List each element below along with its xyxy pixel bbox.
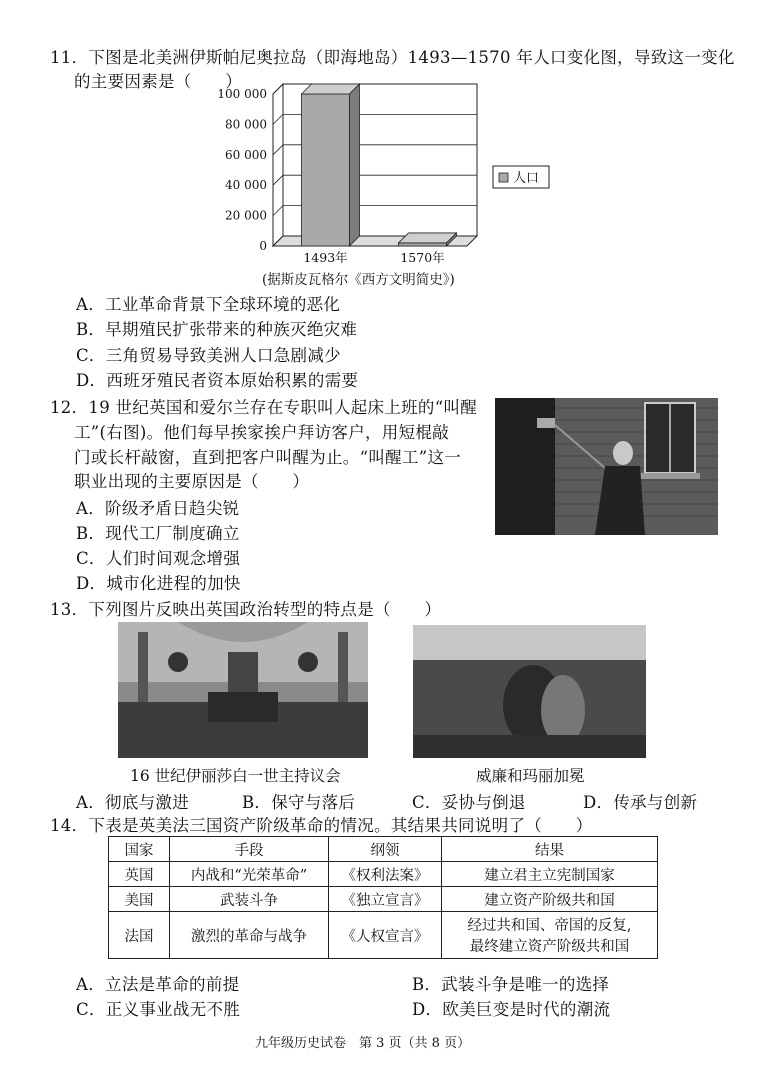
cell-result-line1: 经过共和国、帝国的反复,: [467, 918, 632, 934]
bar-side: [350, 84, 360, 246]
q14-option-d[interactable]: D．欧美巨变是时代的潮流: [412, 1000, 611, 1019]
header-program: 纲领: [329, 837, 442, 862]
q11-option-b[interactable]: B．早期殖民扩张带来的种族灭绝灾难: [76, 320, 358, 339]
q11-stem-line2: 的主要因素是（ ）: [74, 72, 242, 91]
header-result: 结果: [442, 837, 658, 862]
y-tick-label: 60 000: [225, 147, 267, 162]
chart-side-wall: [273, 84, 283, 246]
cell-result: [442, 912, 658, 959]
table-row: [109, 912, 658, 959]
q13-option-b[interactable]: B．保守与落后: [242, 793, 356, 812]
x-tick-label: 1570年: [400, 250, 445, 265]
q11-option-d[interactable]: D．西班牙殖民者资本原始积累的需要: [76, 371, 359, 390]
cell-result: 建立君主立宪制国家: [442, 862, 658, 887]
y-tick-label: 80 000: [225, 117, 267, 132]
bar-front: [399, 243, 447, 246]
cell-means: 内战和“光荣革命”: [170, 862, 329, 887]
q14-stem: 14．下表是英美法三国资产阶级革命的情况。其结果共同说明了（ ）: [50, 816, 593, 835]
q11-stem-line1: 11．下图是北美洲伊斯帕尼奥拉岛（即海地岛）1493—1570 年人口变化图，导致这一变化: [50, 48, 735, 67]
q12-stem-line2: 工”(右图)。他们每早挨家挨户拜访客户，用短棍敲: [74, 423, 450, 442]
q12-stem-line1: 12．19 世纪英国和爱尔兰存在专职叫人起床上班的“叫醒: [50, 398, 478, 417]
q11-option-a[interactable]: A．工业革命背景下全球环境的恶化: [76, 295, 341, 314]
legend-swatch: [499, 173, 508, 182]
q12-option-b[interactable]: B．现代工厂制度确立: [76, 524, 240, 543]
q14-option-b[interactable]: B．武装斗争是唯一的选择: [412, 975, 610, 994]
bar-front: [302, 94, 350, 246]
q12-option-c[interactable]: C．人们时间观念增强: [76, 549, 241, 568]
cell-country: 法国: [109, 912, 170, 959]
cell-result-line2: 最终建立资产阶级共和国: [469, 939, 630, 955]
population-bar-chart: [205, 87, 540, 266]
header-country: 国家: [109, 837, 170, 862]
parliament-engraving: [118, 622, 368, 758]
table-row: [109, 862, 658, 887]
q12-option-d[interactable]: D．城市化进程的加快: [76, 574, 241, 593]
cell-result: 建立资产阶级共和国: [442, 887, 658, 912]
cell-program: 《人权宣言》: [329, 912, 442, 959]
cell-country: 英国: [109, 862, 170, 887]
cell-program: 《权利法案》: [329, 862, 442, 887]
y-tick-label: 20 000: [225, 208, 267, 223]
caption-parliament: 16 世纪伊丽莎白一世主持议会: [130, 767, 341, 785]
q13-option-d[interactable]: D．传承与创新: [583, 793, 698, 812]
cell-means: 激烈的革命与战争: [170, 912, 329, 959]
cell-program: 《独立宣言》: [329, 887, 442, 912]
q14-option-a[interactable]: A．立法是革命的前提: [76, 975, 240, 994]
header-means: 手段: [170, 837, 329, 862]
cell-country: 美国: [109, 887, 170, 912]
page-footer: 九年级历史试卷 第 3 页（共 8 页）: [255, 1036, 471, 1051]
y-tick-label: 0: [259, 239, 267, 253]
q13-option-a[interactable]: A．彻底与激进: [76, 793, 190, 812]
x-tick-label: 1493年: [303, 250, 348, 265]
revolution-table: [108, 836, 658, 959]
y-tick-label: 40 000: [225, 178, 267, 193]
q11-option-c[interactable]: C．三角贸易导致美洲人口急剧减少: [76, 346, 341, 365]
q12-stem-line3: 门或长杆敲窗，直到把客户叫醒为止。“叫醒工”这一: [74, 448, 462, 467]
caption-coronation: 威廉和玛丽加冕: [476, 767, 585, 785]
q13-option-c[interactable]: C．妥协与倒退: [412, 793, 526, 812]
y-tick-label: 100 000: [217, 87, 267, 101]
table-row: [109, 887, 658, 912]
chart-source: (据斯皮瓦格尔《西方文明简史》): [262, 272, 455, 288]
coronation-engraving: [413, 625, 646, 758]
table-header-row: [109, 837, 658, 862]
q14-option-c[interactable]: C．正义事业战无不胜: [76, 1000, 241, 1019]
q13-stem: 13．下列图片反映出英国政治转型的特点是（ ）: [50, 600, 442, 619]
cell-means: 武装斗争: [170, 887, 329, 912]
legend-label: 人口: [513, 171, 540, 186]
knocker-up-photo: [495, 398, 718, 535]
q12-stem-line4: 职业出现的主要原因是（ ）: [74, 472, 310, 491]
q12-option-a[interactable]: A．阶级矛盾日趋尖锐: [76, 499, 240, 518]
